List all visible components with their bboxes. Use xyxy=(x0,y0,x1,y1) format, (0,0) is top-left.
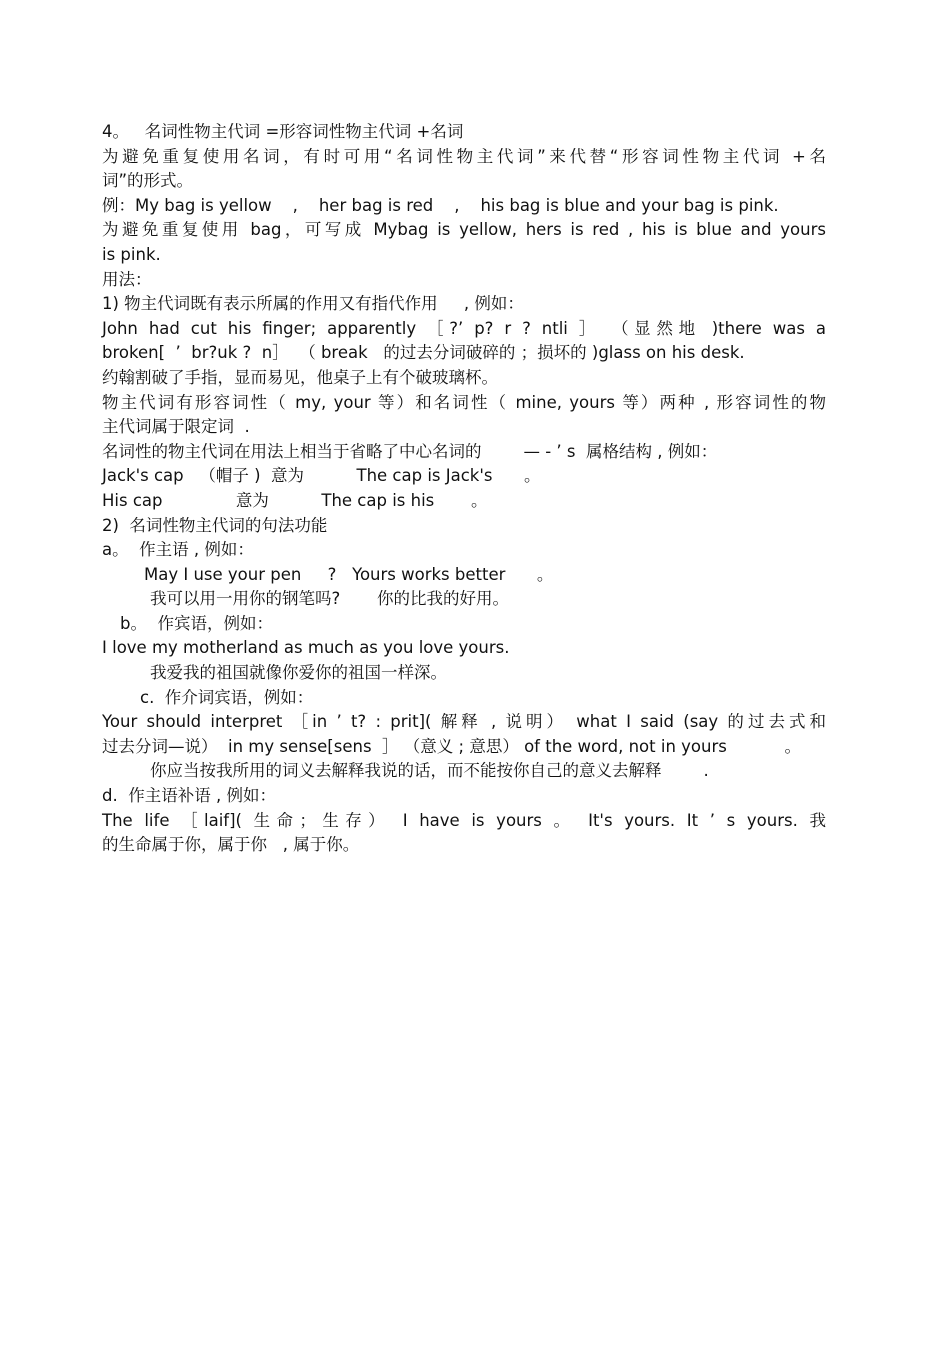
translation-line: 我爱我的祖国就像你爱你的祖国一样深。 xyxy=(150,663,447,683)
example-line: broken[ ’ br?uk ? n］ （ break 的过去分词破碎的 ；损坏的 )glass on his desk. xyxy=(102,343,745,363)
paragraph-line: 为避免重复使用 bag，可写成 Mybag is yellow, hers is red , his is blue and yours xyxy=(102,220,826,240)
example-line: Jack's cap （帽子 ) 意为 The cap is Jack's 。 xyxy=(102,466,541,486)
list-item-heading: c. 作介词宾语，例如： xyxy=(140,687,314,707)
example-line: May I use your pen ? Yours works better 。 xyxy=(144,564,554,584)
example-line: His cap 意为 The cap is his 。 xyxy=(102,490,488,510)
example-line: The life ［laif]( 生命；生存） I have is yours 。 It's yours. It ’ s yours. 我 xyxy=(102,810,826,830)
example-line: 例：My bag is yellow , her bag is red , his bag is blue and your bag is pink. xyxy=(102,195,779,215)
translation-line: 约翰割破了手指，显而易见，他桌子上有个破玻璃杯。 xyxy=(102,367,498,387)
paragraph-line: 1) 物主代词既有表示所属的作用又有指代作用 , 例如： xyxy=(102,294,524,314)
list-item-heading: d. 作主语补语 , 例如： xyxy=(102,786,276,806)
example-line: 过去分词—说） in my sense[sens ］ （意义 ; 意思） of the word, not in yours 。 xyxy=(102,736,802,756)
translation-line: 我可以用一用你的钢笔吗? 你的比我的好用。 xyxy=(150,589,509,609)
section-heading: 4。 名词性物主代词 =形容词性物主代词 +名词 xyxy=(102,122,464,141)
example-line: I love my motherland as much as you love yours. xyxy=(102,638,510,658)
example-line: John had cut his finger; apparently ［?’ p? r ? ntli ］ （显然地 )there was a xyxy=(102,318,826,338)
paragraph-line: 物主代词有形容词性（ my, your 等）和名词性（ mine, yours 等）两种 , 形容词性的物 xyxy=(102,392,826,412)
translation-line: 的生命属于你，属于你 , 属于你。 xyxy=(102,835,360,855)
paragraph-line: 名词性的物主代词在用法上相当于省略了中心名词的 — - ’ s 属格结构 , 例如： xyxy=(102,441,718,461)
example-line: Your should interpret ［in ’ t? : prit]( 解释 , 说明） what I said (say 的过去式和 xyxy=(102,712,826,732)
paragraph-line: is pink. xyxy=(102,244,161,264)
document-body xyxy=(102,120,826,858)
list-item-heading: b。 作宾语，例如： xyxy=(120,613,273,633)
paragraph-line: 主代词属于限定词 . xyxy=(102,417,250,437)
translation-line: 你应当按我所用的词义去解释我说的话，而不能按你自己的意义去解释 . xyxy=(150,761,709,781)
usage-heading: 用法： xyxy=(102,269,152,289)
list-item-heading: a。 作主语 , 例如： xyxy=(102,540,254,560)
subsection-heading: 2) 名词性物主代词的句法功能 xyxy=(102,515,328,535)
paragraph-line: 为避免重复使用名词，有时可用“名词性物主代词”来代替“形容词性物主代词 +名 xyxy=(102,146,826,166)
paragraph-line: 词”的形式。 xyxy=(102,171,194,191)
